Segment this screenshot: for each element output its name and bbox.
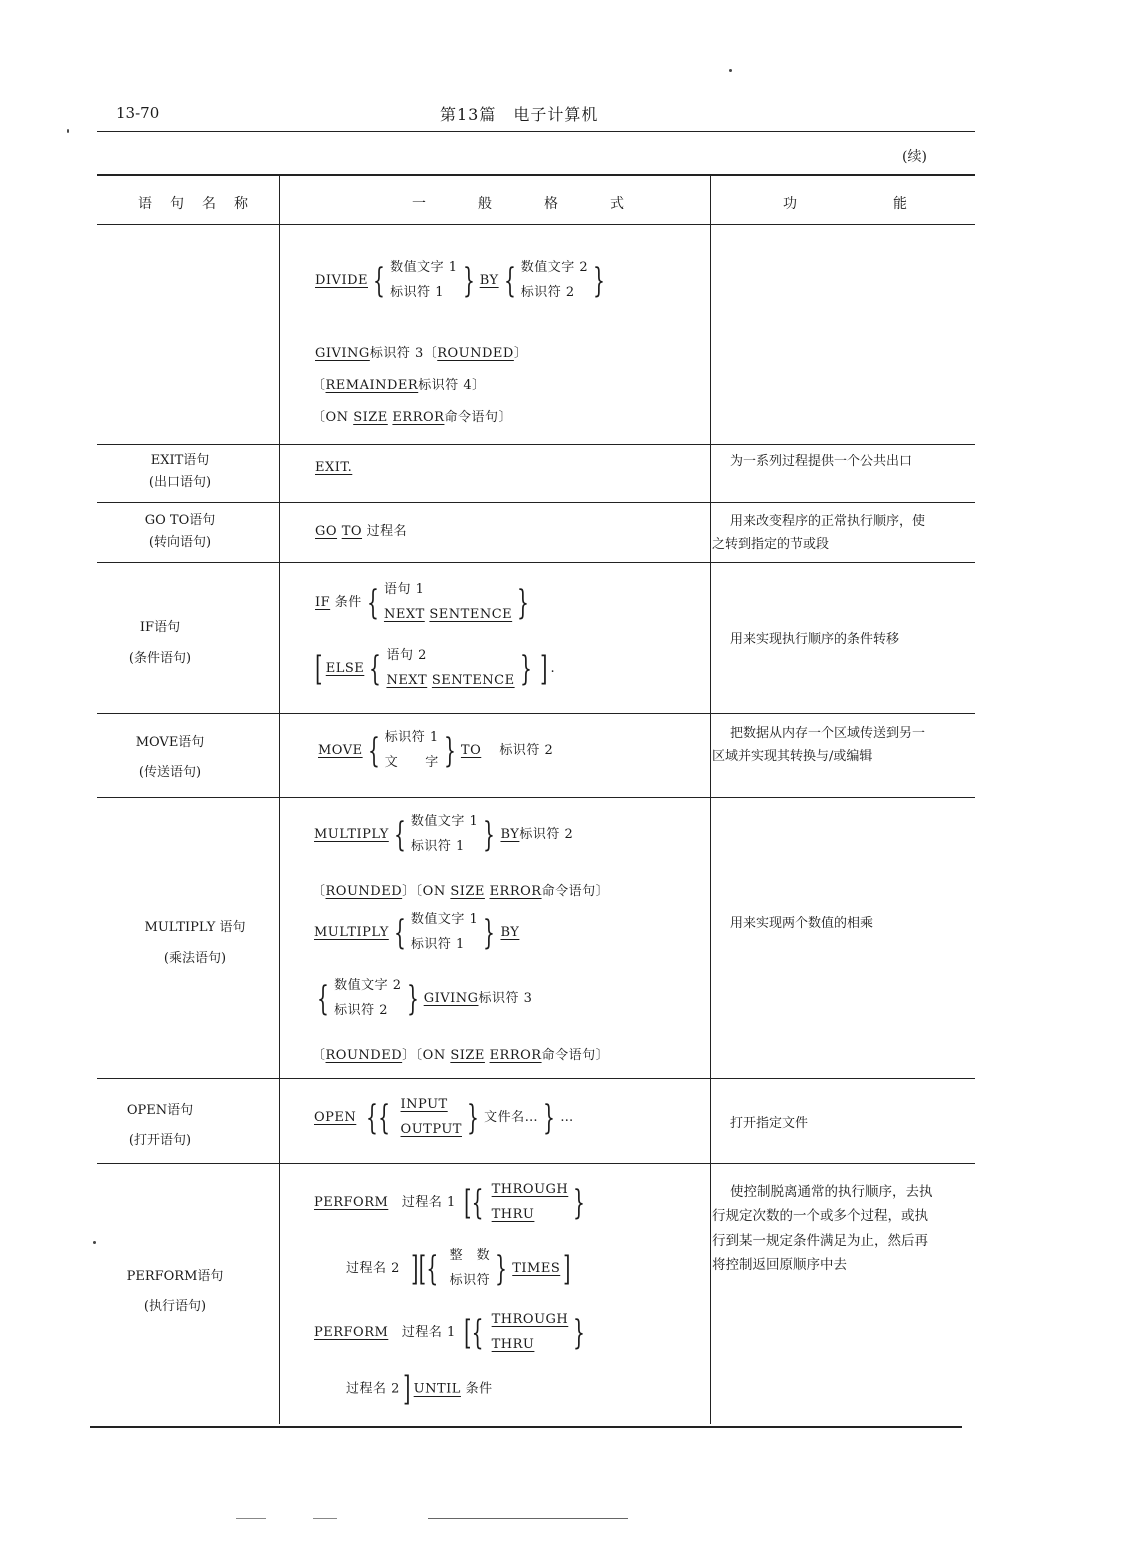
condition-label: 条件 (465, 1381, 493, 1397)
left-bracket-icon: ][{ (411, 1248, 439, 1289)
continued-label: (续) (902, 149, 927, 165)
giving-target: 标识符 3 (369, 346, 424, 361)
row-rule (97, 502, 975, 503)
row-rule (97, 713, 975, 714)
right-brace-icon: } (483, 814, 496, 855)
move-function-1: 把数据从内存一个区域传送到另一 (730, 726, 926, 741)
section-title: 第13篇 电子计算机 (440, 105, 599, 124)
perform-count (450, 1244, 491, 1293)
rounded-keyword: ROUNDED (325, 1048, 403, 1063)
perform-keyword: PERFORM (314, 1195, 389, 1211)
multiply-b: 标识符 1 (410, 838, 465, 854)
header-top-rule (97, 131, 975, 132)
perform-name (105, 1262, 245, 1322)
left-bracket-icon: [{ (463, 1182, 484, 1223)
open-function: 打开指定文件 (730, 1116, 809, 1131)
right-brace-icon: } (593, 260, 606, 301)
right-brace-icon: } (543, 1097, 556, 1138)
exit-name (120, 450, 240, 494)
open-mode (401, 1093, 462, 1142)
giving-target: 标识符 3 (478, 991, 533, 1007)
perform-line-4 (346, 1369, 493, 1409)
right-bracket-icon: ] (539, 648, 548, 689)
scan-speck (67, 129, 69, 133)
by-keyword: BY (500, 827, 520, 843)
perform-function-4: 将控制返回原顺序中去 (712, 1256, 847, 1273)
divide-line-4: 〔ON SIZE ERROR命令语句〕 (312, 410, 512, 425)
row-rule (97, 444, 975, 445)
scan-speck (93, 1241, 96, 1244)
perform-range (492, 1178, 569, 1227)
right-brace-icon: } (462, 260, 475, 301)
multiply-b: 标识符 1 (410, 936, 465, 952)
move-alias: (传送语句) (138, 764, 202, 780)
right-brace-icon: } (573, 1182, 586, 1223)
move-name (110, 728, 230, 788)
perform-name-text: PERFORM语句 (126, 1269, 224, 1284)
open-alias: (打开语句) (128, 1132, 192, 1148)
giving-keyword: GIVING (315, 346, 370, 361)
until-keyword: UNTIL (413, 1381, 461, 1397)
move-a: 标识符 1 (384, 730, 439, 745)
goto-function (712, 510, 926, 557)
rounded-keyword: ROUNDED (437, 346, 514, 361)
move-function (712, 722, 926, 769)
multiply-a: 数值文字 1 (410, 912, 479, 927)
left-bracket-icon: [ (315, 648, 323, 689)
multiply-function: 用来实现两个数值的相乘 (730, 916, 874, 931)
times-keyword: TIMES (512, 1261, 561, 1277)
error-keyword: ERROR (489, 884, 542, 899)
multiply-operand-1 (411, 908, 478, 957)
left-brace-icon: { (393, 814, 406, 855)
scan-mark (236, 1518, 266, 1519)
thru-keyword: THRU (491, 1336, 535, 1352)
multiply-line-1 (314, 810, 573, 859)
move-name-text: MOVE语句 (135, 735, 205, 750)
move-function-2: 区域并实现其转换与/或编辑 (712, 749, 873, 765)
table-bottom-rule (90, 1426, 962, 1428)
perform-function-2: 行规定次数的一个或多个过程，或执 (712, 1208, 928, 1225)
divide-keyword: DIVIDE (315, 273, 368, 289)
open-name-text: OPEN语句 (126, 1103, 194, 1118)
goto-format (315, 520, 407, 539)
left-brace-icon: { (393, 912, 406, 953)
multiply-by-target: 标识符 2 (519, 827, 574, 843)
divide-line-1 (315, 256, 610, 305)
remainder-keyword: REMAINDER (325, 378, 419, 393)
if-line-1 (315, 578, 534, 627)
exit-alias: (出口语句) (148, 475, 212, 491)
error-keyword: ERROR (392, 410, 445, 425)
left-brace-icon: { (372, 260, 386, 301)
size-keyword: SIZE (450, 884, 485, 899)
right-brace-icon: } (519, 648, 532, 689)
divide-c: 数值文字 2 (520, 260, 589, 275)
giving-keyword: GIVING (423, 991, 479, 1007)
through-keyword: THROUGH (491, 1312, 569, 1327)
error-keyword: ERROR (489, 1048, 542, 1063)
multiply-keyword: MULTIPLY (314, 827, 389, 843)
col-divider-2 (710, 176, 711, 1424)
goto-name (120, 510, 240, 554)
multiply-name-text: MULTIPLY 语句 (144, 920, 246, 935)
page-number: 13-70 (116, 104, 160, 122)
open-keyword: OPEN (314, 1110, 357, 1126)
left-brace-icon: { (503, 260, 516, 301)
to-keyword: TO (341, 524, 363, 539)
divide-line-3: 〔REMAINDER标识符 4〕 (312, 378, 486, 393)
right-brace-icon: } (466, 1097, 480, 1138)
command-text: 命令语句 (541, 884, 596, 899)
column-header-format (412, 193, 676, 213)
remainder-target: 标识符 4 (418, 378, 473, 393)
multiply-c: 数值文字 2 (334, 978, 402, 993)
if-branch-1 (384, 578, 512, 627)
rounded-keyword: ROUNDED (325, 884, 403, 899)
multiply-line-2: 〔ROUNDED〕〔ON SIZE ERROR命令语句〕 (312, 884, 610, 899)
left-brace-icon: { (369, 648, 382, 689)
divide-operand-2 (521, 256, 588, 305)
if-line-2: [ ELSE { 语句 2 NEXT SENTENCE } ] . (312, 644, 555, 693)
identifier-label: 标识符 (449, 1272, 491, 1288)
ellipsis: … (560, 1110, 574, 1126)
move-format (318, 726, 553, 775)
statement-2: 语句 2 (386, 648, 427, 663)
through-keyword: THROUGH (491, 1182, 569, 1197)
goto-function-2: 之转到指定的节或段 (712, 537, 830, 553)
header-bottom-rule (97, 224, 975, 225)
multiply-name (120, 912, 270, 974)
right-brace-icon: } (573, 1312, 586, 1353)
perform-function-1: 使控制脱离通常的执行顺序，去执 (730, 1184, 933, 1200)
multiply-a: 数值文字 1 (410, 814, 479, 829)
multiply-operand-2 (334, 974, 401, 1023)
divide-operand-1 (390, 256, 457, 305)
row-rule (97, 1078, 975, 1079)
procedure-1: 过程名 1 (401, 1195, 456, 1211)
sentence-keyword: SENTENCE (429, 606, 513, 622)
row-rule (97, 797, 975, 798)
column-header-function-text: 功能 (783, 196, 1003, 212)
if-branch-2 (386, 644, 514, 693)
go-keyword: GO (315, 524, 338, 539)
goto-target: 过程名 (366, 524, 408, 539)
if-condition: 条件 (334, 595, 362, 611)
move-b: 文 字 (384, 754, 439, 770)
left-brace-icon: { (367, 730, 380, 771)
statement-1: 语句 1 (383, 582, 425, 597)
multiply-alias: (乘法语句) (163, 951, 227, 967)
if-keyword: IF (315, 595, 331, 611)
exit-keyword: EXIT. (315, 460, 353, 475)
if-name-text: IF语句 (139, 620, 181, 635)
column-header-function (783, 193, 1003, 213)
procedure-2: 过程名 2 (346, 1381, 400, 1397)
exit-function: 为一系列过程提供一个公共出口 (730, 454, 913, 469)
procedure-2: 过程名 2 (346, 1261, 400, 1277)
table-top-rule (97, 174, 975, 176)
right-brace-icon: } (406, 978, 419, 1019)
row-rule (97, 562, 975, 563)
integer-label: 整 数 (449, 1248, 491, 1263)
multiply-line-5: 〔ROUNDED〕〔ON SIZE ERROR命令语句〕 (312, 1048, 610, 1063)
right-brace-icon: } (443, 730, 456, 771)
if-function: 用来实现执行顺序的条件转移 (730, 632, 900, 647)
left-brace-icon: { (366, 582, 379, 623)
perform-alias: (执行语句) (143, 1298, 207, 1314)
scan-mark (428, 1518, 628, 1519)
perform-line-1 (314, 1178, 590, 1227)
if-name (100, 612, 220, 674)
divide-a: 数值文字 1 (390, 260, 458, 275)
right-bracket-icon: ] (563, 1248, 571, 1289)
multiply-d: 标识符 2 (334, 1002, 389, 1018)
exit-format (315, 460, 352, 475)
right-brace-icon: } (495, 1248, 508, 1289)
move-target: 标识符 2 (499, 743, 554, 759)
divide-by: BY (479, 273, 499, 289)
open-name (100, 1096, 220, 1156)
perform-line-3 (314, 1308, 590, 1357)
multiply-line-4 (312, 974, 532, 1023)
perform-keyword: PERFORM (314, 1325, 389, 1341)
multiply-line-3 (314, 908, 519, 957)
size-keyword: SIZE (353, 410, 388, 425)
if-alias: (条件语句) (128, 651, 192, 667)
output-keyword: OUTPUT (400, 1121, 462, 1137)
right-brace-icon: } (483, 912, 496, 953)
command-text: 命令语句 (541, 1048, 596, 1063)
col-divider-1 (279, 176, 280, 1424)
divide-line-2: GIVING标识符 3〔ROUNDED〕 (315, 346, 528, 361)
move-keyword: MOVE (318, 743, 363, 759)
to-keyword: TO (460, 743, 482, 759)
column-header-name: 语句名称 (138, 196, 266, 212)
goto-name-text: GO TO语句 (144, 513, 216, 528)
move-source (385, 726, 439, 775)
column-header-format-text: 一般格式 (412, 196, 676, 212)
perform-function-3: 行到某一规定条件满足为止，然后再 (712, 1232, 928, 1249)
multiply-keyword: MULTIPLY (314, 925, 389, 941)
open-format (314, 1093, 574, 1142)
on-keyword: ON (422, 1048, 446, 1063)
multiply-operand-1 (411, 810, 478, 859)
on-keyword: ON (422, 884, 446, 899)
divide-d: 标识符 2 (520, 284, 575, 300)
exit-name-text: EXIT语句 (150, 453, 210, 468)
size-keyword: SIZE (450, 1048, 485, 1063)
right-bracket-icon: ] (403, 1369, 411, 1409)
perform-function (712, 1180, 933, 1277)
left-brace-icon: {{ (366, 1097, 391, 1138)
right-brace-icon: } (517, 582, 530, 623)
scan-mark (313, 1518, 337, 1519)
command-text: 命令语句 (444, 410, 499, 425)
by-keyword: BY (500, 925, 520, 941)
scan-speck (729, 69, 732, 72)
next-keyword: NEXT (383, 606, 425, 622)
goto-alias: (转向语句) (148, 535, 212, 551)
file-name: 文件名… (484, 1110, 539, 1126)
goto-function-1: 用来改变程序的正常执行顺序，使 (730, 514, 926, 529)
next-keyword: NEXT (386, 672, 428, 688)
perform-range (492, 1308, 569, 1357)
thru-keyword: THRU (491, 1206, 535, 1222)
input-keyword: INPUT (400, 1097, 448, 1112)
left-brace-icon: { (316, 978, 330, 1019)
on-keyword: ON (325, 410, 349, 425)
divide-b: 标识符 1 (390, 284, 445, 300)
else-keyword: ELSE (325, 661, 365, 677)
left-bracket-icon: [{ (463, 1312, 484, 1353)
row-rule (97, 1163, 975, 1164)
sentence-keyword: SENTENCE (431, 672, 515, 688)
perform-line-2 (346, 1244, 574, 1293)
procedure-1: 过程名 1 (401, 1325, 456, 1341)
